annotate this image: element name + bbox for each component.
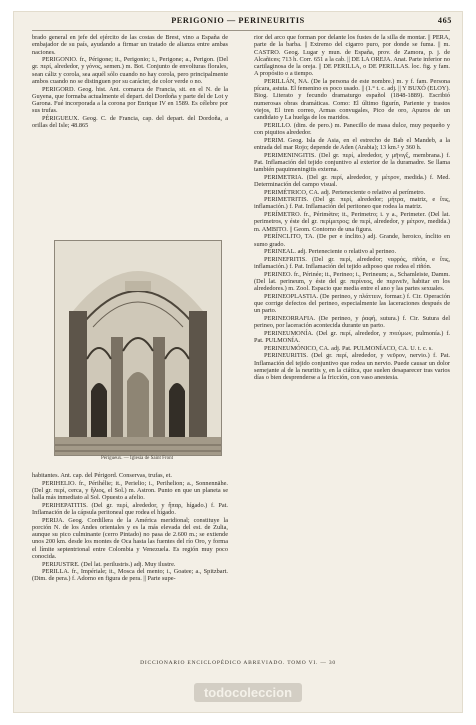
entry-perigonio: PERIGONIO. fr., Périgone; it., Perigonio; i., Perigone; a., Perigon. (Del gr. περί, alrededor, y γόνος, semen.) m. Bot. Conjunto de envolturas florales, sean cáliz y corola, sea aquél sólo cuando no hay corola, pero principalmente ambos cuando no se distinguen por su carácter, de color verde o no. [32,56,228,85]
entry-perineo: PERINEO. fr., Périnée; it., Perineo; i., Perineum; a., Schamleiste, Damm. (Del lat. perineum, y éste del gr. περίνεος, de περινεῖν, habitar en los alrededores.) m. Zool. Espacio que media entre el ano y las partes sexuales. [254,270,450,293]
page-footer: DICCIONARIO ENCICLOPÉDICO ABREVIADO. TOMO VI. — 30 [140,660,336,666]
watermark-text: todocoleccion [194,683,302,702]
entry-perim: PERIM. Geog. Isla de Asia, en el estrecho de Bab el Mandeb, a la entrada del mar Rojo; depende de Aden (Arabia); 13 km.² y 360 h. [254,136,450,151]
entry-perineoplastia: PERINEOPLASTIA. (De perineo, y πλάττειν, formar.) f. Cir. Operación que corrige defectos del perineo, especialmente las laceraciones después de un parto. [254,292,450,315]
entry-text: rior del arco que forman por delante los fustes de la silla de montar. || PERA, parte de la barba. || Extremo del cigarro puro, por donde se fuma. || m. CASTRO. Geog. Lugar y mun. de España, prov. de Zamora, p. j. de Alcañices; 713 h. Corr. 651 a la cab. || DE LA OREJA. Anat. Parte inferior no cartilaginosa de la oreja. || DE PERILLA, o DE PERILLAS. loc. fig. y fam. A propósito o a tiempo. [254,34,450,78]
entry-text: habitantes. Ant. cap. del Périgord. Conservas, trufas, et. [32,472,172,479]
watermark [38,680,458,704]
church-interior-illustration [55,241,221,455]
entry-perineuritis: PERINEURITIS. (Del gr. περί, alrededor, y νεῦρον, nervio.) f. Pat. Inflamación del tejido conjuntivo que rodea un nervio. Puede causar un dolor semejante al de la neuritis y, en la ciática, que suelen desaparecer tras varios días o bien desprenderse a la fricción, con vaso anestesia. [254,352,450,382]
entry-perigord: PERIGORD. Geog. hist. Ant. comarca de Francia, sit. en el N. de la Guyena, que formaba actualmente el depart. del Dordoña y parte del de Lot y Garona. Fué incorporada a la corona por Enrique IV en 1589. Es célebre por sus trufas. [32,85,228,115]
entry-perineorrafia: PERINEORRAFIA. (De perineo, y ῥαφή, sutura.) f. Cir. Sutura del perineo, por laceración acontecida durante un parto. [254,314,450,330]
entry-perillo: PERILLO. (dim. de pero.) m. Panecillo de masa dulce, muy pequeño y con piquitos alrededor. [254,121,450,137]
entry-perimetria: PERIMETRIA. (Del gr. περί, alrededor, y μέτρον, medida.) f. Med. Determinación del campo visual. [254,173,450,188]
entry-perineal: PERINEAL. adj. Perteneciente o relativo al perineo. [264,248,397,256]
page-header [14,16,462,30]
entry-perinefritis: PERINEFRITIS. (Del gr. περί, alrededor; νεφρός, riñón, e ἴτις, inflamación.) f. Pat. Inflamación del tejido adiposo que rodea el riñón. [254,255,450,271]
entry-perimetritis: PERIMETRITIS. (Del gr. περί, alrededor; μήτρα, matriz, e ἴτις, inflamación.) f. Pat. Inflamación del peritoneo que rodea la matriz. [254,196,450,211]
entry-perinclito: PERÍNCLITO, TA. (De per e ínclito.) adj. Grande, heroico, ínclito en sumo grado. [254,233,450,248]
entry-perija: PERIJA. Geog. Cordillera de la América meridional; constituye la porción N. de los Andes orientales y es la más elevada del est. de Zulia, aunque su pico culminante (cerro Pintado) no pasa de 2.600 m.; se extiende unos 200 km. desde los montes de Oca hasta las fuentes del río Oro, y forma el límite septentrional entre Colombia y Venezuela. Es región muy poco conocida. [32,516,228,560]
figure-caption: Périgueux. — Iglesia de Saint Front [101,456,173,461]
entry-perimeningitis: PERIMENINGITIS. (Del gr. περί, alrededor, y μῆνιγξ, membrana.) f. Pat. Inflamación del tejido conjuntivo al exterior de la duramadre. Se llama también paquimeningitis externa. [254,151,450,174]
header-rule [32,30,450,31]
entry-perilustre: PERIJUSTRE. (Del lat. perilustris.) adj. Muy ilustre. [42,560,176,568]
entry-perineumonia: PERINEUMONÍA. (Del gr. περί, alrededor, y πνεύμων, pulmonía.) f. Pat. PULMONÍA. [254,329,450,345]
entry-perimetrico: PERIMÉTRICO, CA. adj. Perteneciente o relativo al perímetro. [264,188,426,196]
entry-perihepatitis: PERIHEPATITIS. (Del gr. περί, alrededor, y ἧπαρ, hígado.) f. Pat. Inflamación de la cápsula peritoneal que rodea el hígado. [32,501,228,517]
entry-perilla: PERILLA. fr., Impériale; it., Mosca del mento; i., Goatee; a., Spitzbart. (Dim. de pera.) f. Adorno en figura de pera. || Parte supe- [32,568,228,583]
dictionary-page [14,12,462,712]
entry-perihelio: PERIHELIO. fr., Périhélie; it., Perielio; i., Perihelion; a., Sonnennähe. (Del gr. περί, cerca, y ἥλιος, el Sol.) m. Astron. Punto en que un planeta se halla más inmediato al Sol. Opuesto a afelio. [32,479,228,502]
page-number: 465 [437,16,452,25]
entry-text: brado general en jefe del ejército de las costas de Brest, vino a España de embajador de su país, ayudando a firmar un tratado de alianza entre ambas naciones. [32,34,228,56]
church-engraving [54,240,222,456]
right-column [254,34,450,382]
entry-perimetro: PERÍMETRO. fr., Périmètre; it., Perimetro; i. y a., Perimeter. (Del lat. perimetros, y éste del gr. περίμετρος; de περί, alrededor, y μέτρον, medida.) m. AMBITO. || Geom. Contorno de una figura. [254,211,450,233]
entry-perigueux: PÉRIGUEUX. Geog. C. de Francia, cap. del depart. del Dordoña, a orillas del Isle; 48.865 [32,114,228,130]
header-title: PERIGONIO — PERINEURITIS [171,16,305,25]
left-column-top [32,34,228,130]
left-column-bottom [32,472,228,583]
entry-perillan: PERILLÁN, NA. (De la persona de este nombre.) m. y f. fam. Persona pícara, astuta. El femenino es poco usado. || (1.° t. c. adj. || Y BUXÓ (ELOY). Biog. Literato y fecundo dramaturgo español (1848-1889). Escribió numerosas obras dramáticas. Como: El último figurín, Pariente y trastos viejos, El tren correo, Armas convugales, Pico de oro, Apuros de un candidato y La huelga de los maridos. [254,77,450,122]
entry-perineumonico: PERINEUMÓNICO, CA. adj. Pat. PULMONÍACO, CA. U. t. c. s. [264,344,433,352]
